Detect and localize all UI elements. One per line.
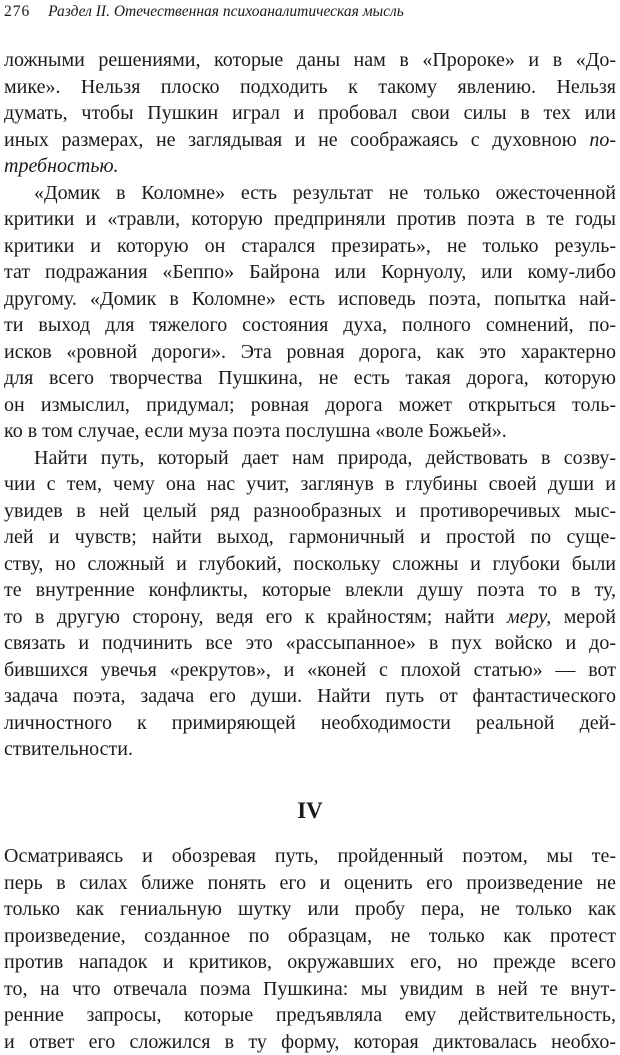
text-line: произведение, созданное по образцам, не только как протест <box>4 923 616 950</box>
text-line: только как гениальную шутку или пробу пера, не только как <box>4 896 616 923</box>
text-line: то в другую сторону, ведя его к крайностям; найти меру, мерой <box>4 604 616 631</box>
running-header <box>4 2 404 22</box>
paragraph-2 <box>4 180 616 445</box>
text-line: ложными решениями, которые даны нам в «Пророке» и в «До- <box>4 47 616 74</box>
emphasis: меру, <box>507 606 551 628</box>
text-line: бившихся увечья «рекрутов», и «коней с плохой статью» — вот <box>4 657 616 684</box>
text-line: исков «ровной дороги». Эта ровная дорога, как это характерно <box>4 339 616 366</box>
text-line: перь в силах ближе понять его и оценить его произведение не <box>4 870 616 897</box>
text-line: критики и «травли, которую предприняли против поэта в те годы <box>4 206 616 233</box>
text-line: он измыслил, придумал; ровная дорога может открыться толь- <box>4 392 616 419</box>
paragraph-3 <box>4 445 616 763</box>
text-line: иных размерах, не заглядывая и не соображаясь с духовною по- <box>4 127 616 154</box>
text-line: Осматриваясь и обозревая путь, пройденный поэтом, мы те- <box>4 843 616 870</box>
text-line: критики и которую он старался презирать», не только резуль- <box>4 233 616 260</box>
text-line: те внутренние конфликты, которые влекли душу поэта то в ту, <box>4 577 616 604</box>
text-line: ствительности. <box>4 736 616 763</box>
text-line: личностного к примиряющей необходимости реальной дей- <box>4 710 616 737</box>
text-line: ренние запросы, которые предъявляла ему действительность, <box>4 1002 616 1029</box>
text-line: ти выход для тяжелого состояния духа, полного сомнений, по- <box>4 312 616 339</box>
text-line: ству, но сложный и глубокий, поскольку сложны и глубоки были <box>4 551 616 578</box>
text-line: чии с тем, чему она нас учит, заглянув в глубины своей души и <box>4 471 616 498</box>
text-line: тат подражания «Беппо» Байрона или Корнуолу, или кому-либо <box>4 259 616 286</box>
paragraph-1 <box>4 47 616 180</box>
page-number: 276 <box>4 2 30 22</box>
section-heading: IV <box>0 797 620 825</box>
text-line: «Домик в Коломне» есть результат не только ожесточенной <box>4 180 616 207</box>
emphasis: по- <box>589 129 616 151</box>
text-line: задача поэта, задача его души. Найти путь от фантастического <box>4 683 616 710</box>
text-line: то, на что отвечала поэма Пушкина: мы увидим в ней те внут- <box>4 976 616 1003</box>
text-line: увидев в ней целый ряд разнообразных и противоречивых мыс- <box>4 498 616 525</box>
running-title: Раздел II. Отечественная психоаналитическая мысль <box>48 3 404 20</box>
text-line: для всего творчества Пушкина, не есть такая дорога, которую <box>4 365 616 392</box>
text-line: против нападок и критиков, окружавших его, но прежде всего <box>4 949 616 976</box>
text-line: думать, чтобы Пушкин играл и пробовал свои силы в тех или <box>4 100 616 127</box>
text-line: Найти путь, который дает нам природа, действовать в созву- <box>4 445 616 472</box>
text-line: другому. «Домик в Коломне» есть исповедь поэта, попытка най- <box>4 286 616 313</box>
emphasis: требностью. <box>4 155 119 177</box>
text-line <box>4 153 616 180</box>
text-line: и ответ его сложился в ту форму, которая диктовалась необхо- <box>4 1029 616 1055</box>
text-line: связать и подчинить все это «рассыпанное» в пух войско и до- <box>4 630 616 657</box>
text-line: ко в том случае, если муза поэта послушна «воле Божьей». <box>4 418 616 445</box>
text-line: мике». Нельзя плоско подходить к такому явлению. Нельзя <box>4 74 616 101</box>
text-line: лей и чувств; найти выход, гармоничный и простой по суще- <box>4 524 616 551</box>
paragraph-4 <box>4 843 616 1055</box>
